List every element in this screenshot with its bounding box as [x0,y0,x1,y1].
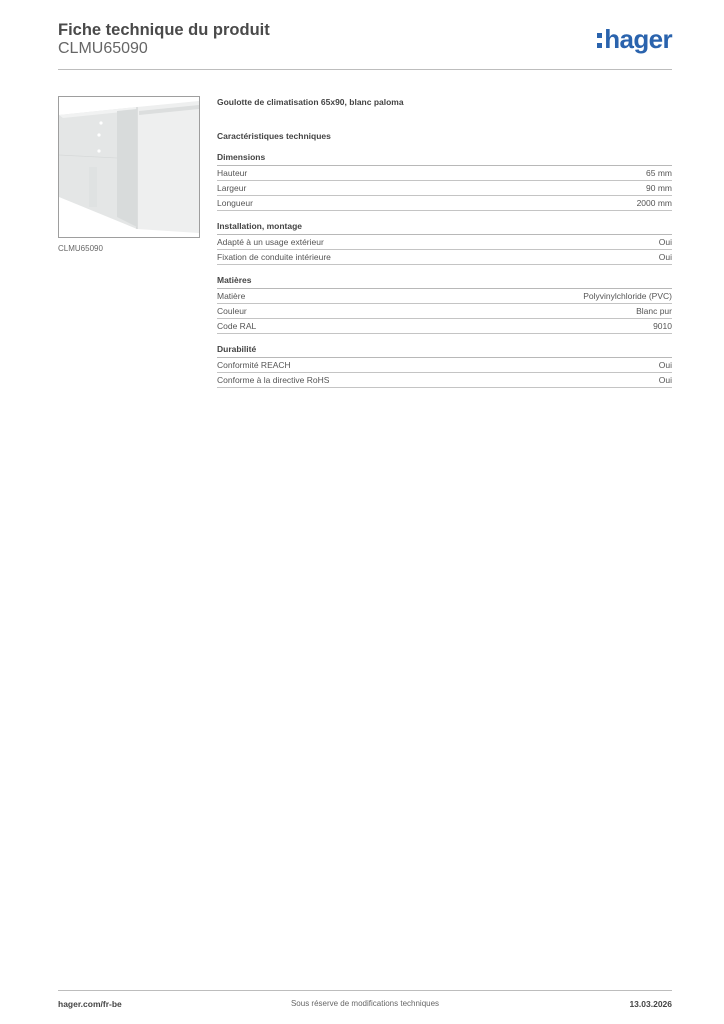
product-details [217,96,672,388]
spec-label: Conformité REACH [217,360,291,370]
spec-value: 65 mm [646,168,672,178]
page-header [58,20,672,70]
spec-value: Oui [658,252,672,262]
document-title: Fiche technique du produit [58,21,270,39]
cable-trunking-illustration [59,97,199,237]
spec-label: Conforme à la directive RoHS [217,375,330,385]
spec-label: Fixation de conduite intérieure [217,252,331,262]
product-image-caption: CLMU65090 [58,244,103,253]
product-reference: CLMU65090 [58,40,148,57]
spec-value: Blanc pur [636,306,672,316]
spec-label: Longueur [217,198,253,208]
spec-row [217,373,672,388]
spec-label: Matière [217,291,246,301]
product-image [58,96,200,238]
spec-value: 2000 mm [636,198,672,208]
spec-value: 90 mm [646,183,672,193]
spec-value: Oui [658,237,672,247]
logo-dots-icon [597,31,603,49]
section-installation [217,220,672,265]
section-durability [217,343,672,388]
section-title: Matières [217,274,672,289]
page-footer [58,990,672,1011]
spec-row [217,304,672,319]
spec-row [217,235,672,250]
spec-row [217,250,672,265]
footer-disclaimer: Sous réserve de modifications techniques [290,999,440,1008]
footer-date: 13.03.2026 [629,999,672,1009]
section-title: Installation, montage [217,220,672,235]
spec-label: Couleur [217,306,247,316]
spec-row [217,166,672,181]
spec-value: Oui [658,375,672,385]
spec-label: Code RAL [217,321,257,331]
spec-label: Largeur [217,183,247,193]
spec-row [217,358,672,373]
section-title: Durabilité [217,343,672,358]
spec-value: 9010 [653,321,672,331]
product-name: Goulotte de climatisation 65x90, blanc paloma [217,97,404,107]
section-dimensions [217,151,672,211]
spec-row [217,289,672,304]
characteristics-heading: Caractéristiques techniques [217,131,331,141]
footer-website-link[interactable]: hager.com/fr-be [58,999,122,1009]
spec-label: Hauteur [217,168,248,178]
section-materials [217,274,672,334]
spec-value: Oui [658,360,672,370]
spec-row [217,196,672,211]
spec-row [217,181,672,196]
logo-text: hager [604,24,672,54]
spec-row [217,319,672,334]
hager-logo [597,26,672,52]
section-title: Dimensions [217,151,672,166]
spec-value: Polyvinylchloride (PVC) [583,291,672,301]
spec-label: Adapté à un usage extérieur [217,237,324,247]
